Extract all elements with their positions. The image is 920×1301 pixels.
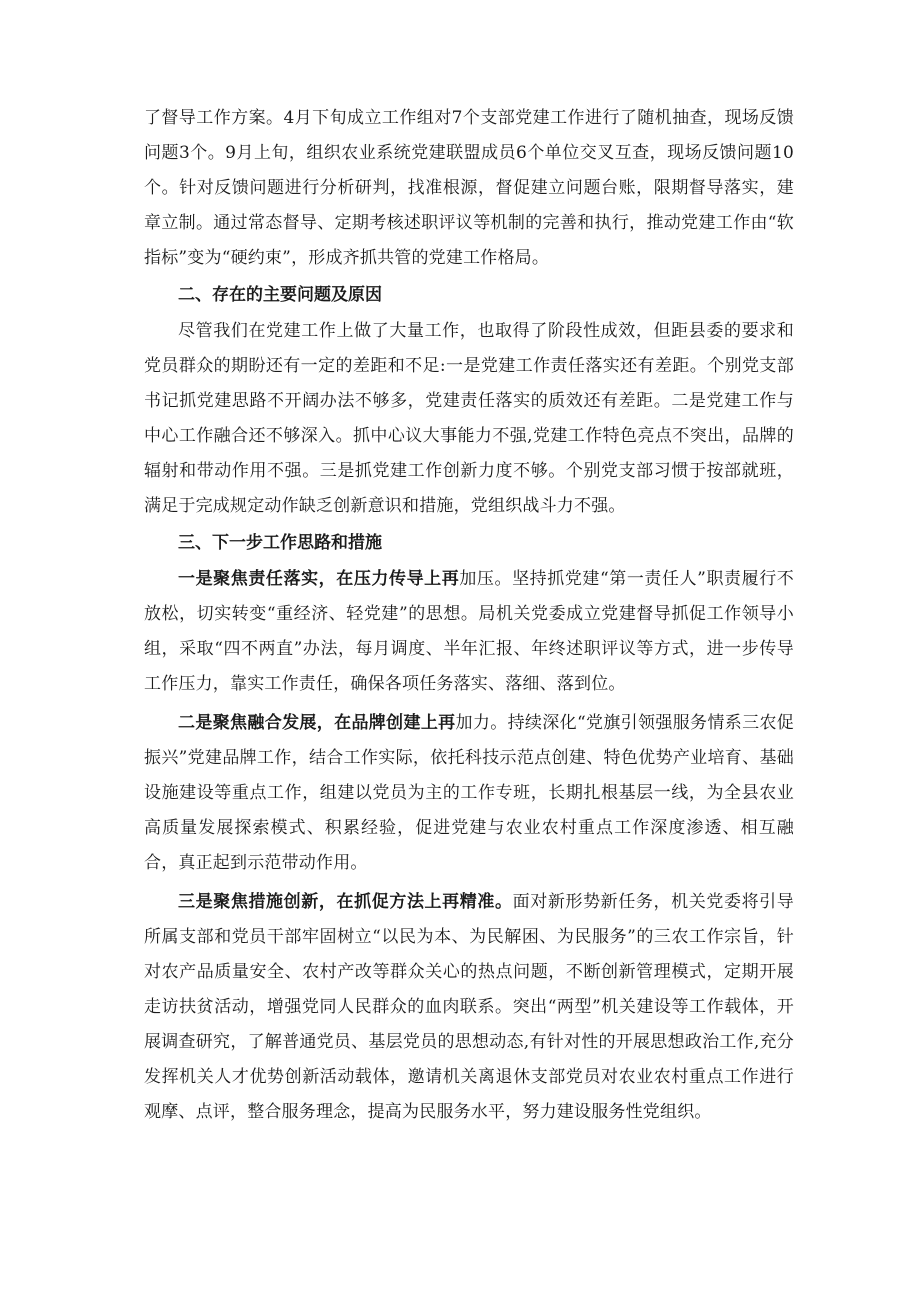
measure-integration-lead: 二是聚焦融合发展，在品牌创建上再 [178,713,456,733]
paragraph-measure-responsibility [144,562,794,702]
section-heading-next-steps: 三、下一步工作思路和措施 [178,533,382,553]
document-page [144,101,794,1130]
measure-innovation-lead: 三是聚焦措施创新，在抓促方法上再精准。 [178,892,513,912]
measure-responsibility-lead: 一是聚焦责任落实，在压力传导上再 [178,569,460,589]
paragraph-problems: 尽管我们在党建工作上做了大量工作，也取得了阶段性成效，但距县委的要求和党员群众的期盼还有一定的差距和不足:一是党建工作责任落实还有差距。个别党支部书记抓党建思路不开阔办法不够多，党建责任落实的质效还有差距。二是党建工作与中心工作融合还不够深入。抓中心议大事能力不强,党建工作特色亮点不突出，品牌的辐射和带动作用不强。三是抓党建工作创新力度不够。个别党支部习惯于按部就班，满足于完成规定动作缺乏创新意识和措施，党组织战斗力不强。 [144,321,794,516]
paragraph-supervision: 了督导工作方案。4月下旬成立工作组对7个支部党建工作进行了随机抽查，现场反馈问题3个。9月上旬，组织农业系统党建联盟成员6个单位交叉互查，现场反馈问题10个。针对反馈问题进行分析研判，找准根源，督促建立问题台账，限期督导落实，建章立制。通过常态督导、定期考核述职评议等机制的完善和执行，推动党建工作由“软指标”变为“硬约束”，形成齐抓共管的党建工作格局。 [144,108,794,268]
section-heading-problems: 二、存在的主要问题及原因 [178,285,382,305]
measure-responsibility-body: 加压。坚持抓党建“第一责任人”职责履行不放松，切实转变“重经济、轻党建”的思想。局机关党委成立党建督导抓促工作领导小组，采取“四不两直”办法，每月调度、半年汇报、年终述职评议等方式，进一步传导工作压力，靠实工作责任，确保各项任务落实、落细、落到位。 [144,569,794,694]
paragraph-measure-innovation [144,885,794,1130]
measure-innovation-body: 面对新形势新任务，机关党委将引导所属支部和党员干部牢固树立“以民为本、为民解困、为民服务”的三农工作宗旨，针对农产品质量安全、农村产改等群众关心的热点问题，不断创新管理模式，定期开展走访扶贫活动，增强党同人民群众的血肉联系。突出“两型”机关建设等工作载体，开展调查研究，了解普通党员、基层党员的思想动态,有针对性的开展思想政治工作,充分发挥机关人才优势创新活动载体，邀请机关离退休支部党员对农业农村重点工作进行观摩、点评，整合服务理念，提高为民服务水平，努力建设服务性党组织。 [144,892,794,1122]
measure-integration-body: 加力。持续深化“党旗引领强服务情系三农促振兴”党建品牌工作，结合工作实际，依托科技示范点创建、特色优势产业培育、基础设施建设等重点工作，组建以党员为主的工作专班，长期扎根基层一线，为全县农业高质量发展探索模式、积累经验，促进党建与农业农村重点工作深度渗透、相互融合，真正起到示范带动作用。 [144,713,794,873]
paragraph-measure-integration [144,706,794,881]
